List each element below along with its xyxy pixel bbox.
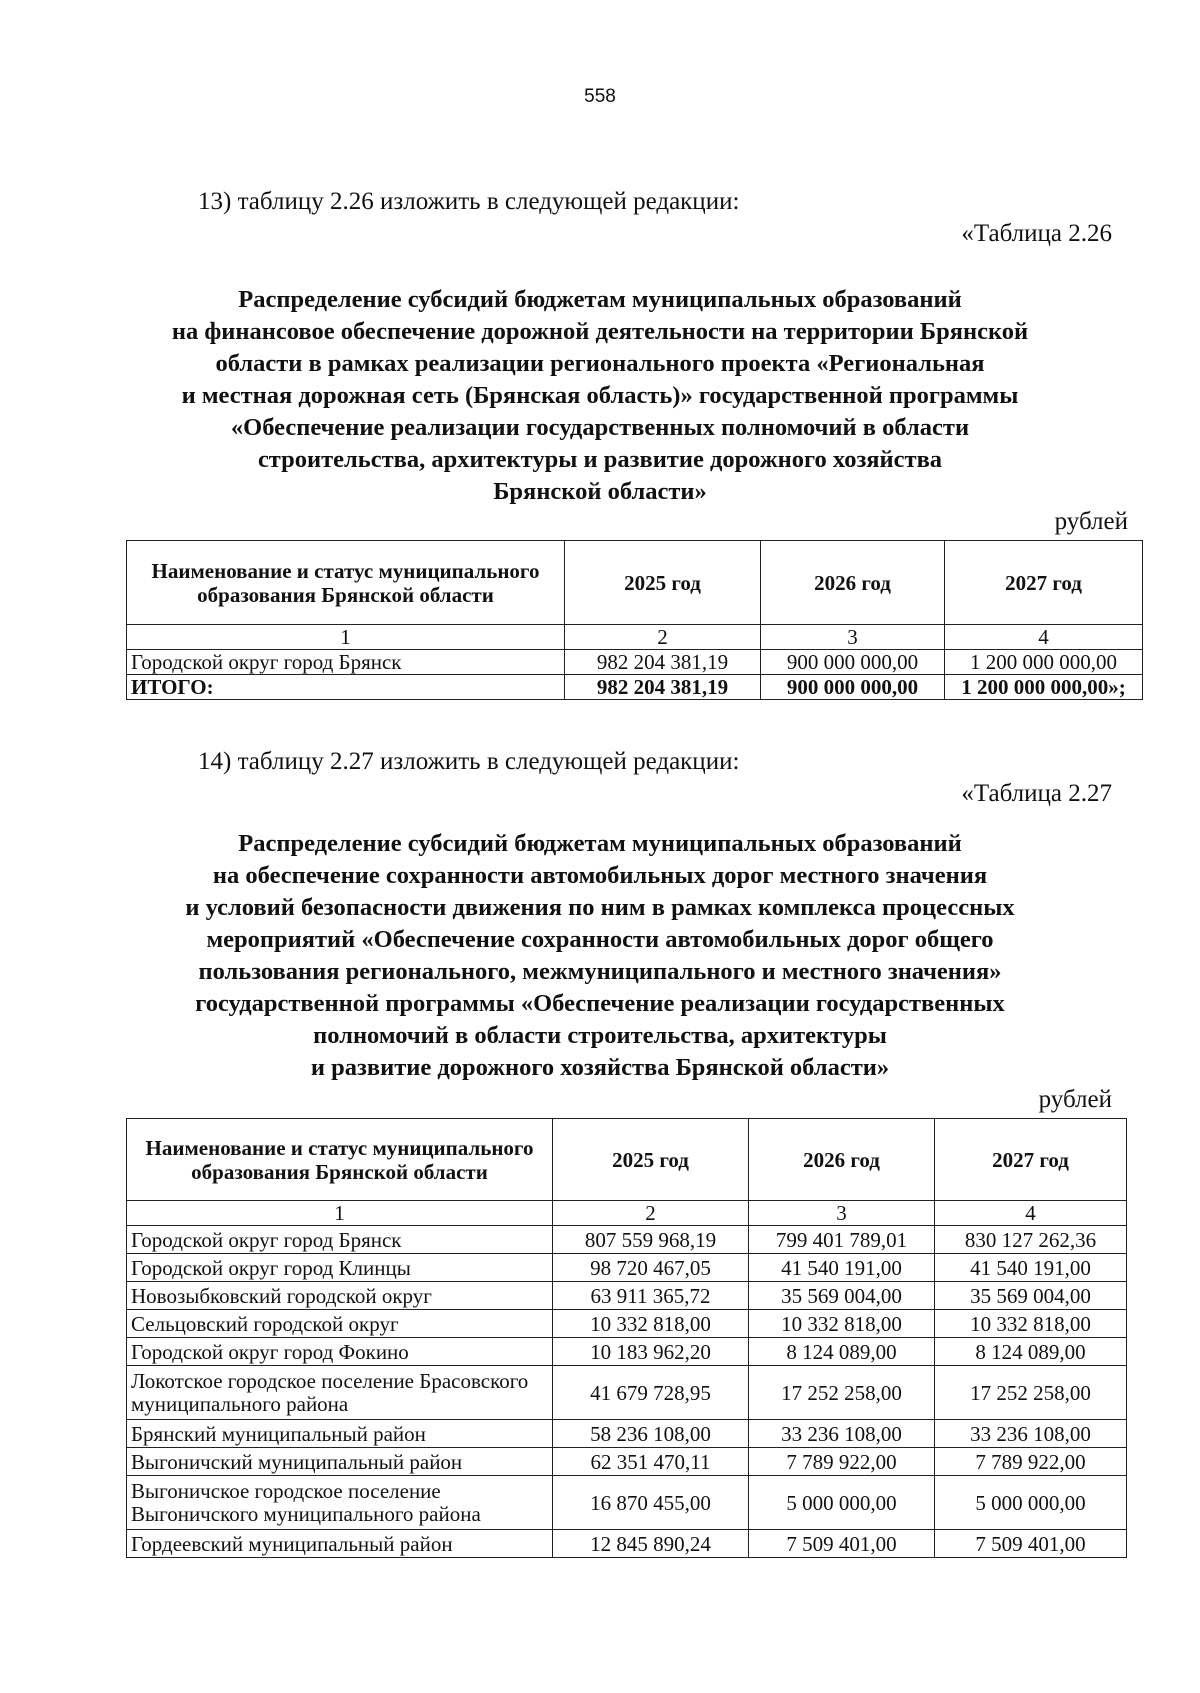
- col-number: 2: [553, 1201, 749, 1226]
- row-name: Городской округ город Брянск: [127, 650, 565, 675]
- row-2026: 7 509 401,00: [749, 1530, 935, 1558]
- row-name: Выгоничский муниципальный район: [127, 1448, 553, 1476]
- row-name: Новозыбковский городской округ: [127, 1282, 553, 1310]
- row-2026: 5 000 000,00: [749, 1476, 935, 1530]
- row-name: Городской округ город Брянск: [127, 1226, 553, 1254]
- header-2027: 2027 год: [935, 1119, 1127, 1201]
- row-2027: 7 789 922,00: [935, 1448, 1127, 1476]
- title-line: на финансовое обеспечение дорожной деятельности на территории Брянской: [171, 318, 1029, 345]
- table-row: [127, 650, 1143, 675]
- row-2027: 1 200 000 000,00: [945, 650, 1143, 675]
- row-2027: 5 000 000,00: [935, 1476, 1127, 1530]
- row-2025: 12 845 890,24: [553, 1530, 749, 1558]
- row-2026: 900 000 000,00: [761, 650, 945, 675]
- column-number-row: [127, 625, 1143, 650]
- title-line: Брянской области»: [493, 478, 707, 505]
- total-2025: 982 204 381,19: [565, 675, 761, 700]
- section14-table-ref: «Таблица 2.27: [961, 780, 1112, 807]
- row-2027: 10 332 818,00: [935, 1310, 1127, 1338]
- title-line: Распределение субсидий бюджетам муниципальных образований: [238, 286, 962, 313]
- table-2-26: [126, 540, 1143, 700]
- table-2-27: [126, 1118, 1127, 1558]
- title-line: и развитие дорожного хозяйства Брянской области»: [310, 1054, 890, 1081]
- row-2025: 98 720 467,05: [553, 1254, 749, 1282]
- row-2026: 33 236 108,00: [749, 1420, 935, 1448]
- row-2025: 807 559 968,19: [553, 1226, 749, 1254]
- section13-table-ref: «Таблица 2.26: [961, 220, 1112, 247]
- title-line: на обеспечение сохранности автомобильных дорог местного значения: [212, 862, 988, 889]
- table-row: [127, 1338, 1127, 1366]
- title-line: и местная дорожная сеть (Брянская область)» государственной программы: [181, 382, 1019, 409]
- table-row: [127, 1448, 1127, 1476]
- section14-instruction: 14) таблицу 2.27 изложить в следующей редакции:: [198, 748, 740, 775]
- row-2027: 17 252 258,00: [935, 1366, 1127, 1420]
- table-header-row: [127, 541, 1143, 625]
- total-2027: 1 200 000 000,00»;: [945, 675, 1143, 700]
- row-name: Выгоничское городское поселение Выгоничского муниципального района: [127, 1476, 553, 1530]
- title-line: области в рамках реализации регионального проекта «Региональная: [215, 350, 985, 377]
- section13-title: [110, 284, 1090, 508]
- row-2026: 35 569 004,00: [749, 1282, 935, 1310]
- section14-unit: рублей: [1038, 1086, 1112, 1113]
- row-name: Городской округ город Клинцы: [127, 1254, 553, 1282]
- row-2027: 41 540 191,00: [935, 1254, 1127, 1282]
- row-2026: 17 252 258,00: [749, 1366, 935, 1420]
- row-name: Локотское городское поселение Брасовского муниципального района: [127, 1366, 553, 1420]
- row-2026: 7 789 922,00: [749, 1448, 935, 1476]
- section13-unit: рублей: [1054, 508, 1128, 535]
- col-number: 2: [565, 625, 761, 650]
- row-2025: 58 236 108,00: [553, 1420, 749, 1448]
- row-2026: 8 124 089,00: [749, 1338, 935, 1366]
- row-2027: 830 127 262,36: [935, 1226, 1127, 1254]
- row-2025: 63 911 365,72: [553, 1282, 749, 1310]
- title-line: полномочий в области строительства, архитектуры: [313, 1022, 887, 1049]
- title-line: государственной программы «Обеспечение реализации государственных: [195, 990, 1005, 1017]
- header-name: Наименование и статус муниципального образования Брянской области: [127, 1119, 553, 1201]
- title-line: «Обеспечение реализации государственных полномочий в области: [230, 414, 970, 441]
- table-row: [127, 1530, 1127, 1558]
- table-header-row: [127, 1119, 1127, 1201]
- header-name: Наименование и статус муниципального образования Брянской области: [127, 541, 565, 625]
- row-name: Гордеевский муниципальный район: [127, 1530, 553, 1558]
- row-2026: 41 540 191,00: [749, 1254, 935, 1282]
- table-row: [127, 1226, 1127, 1254]
- row-2027: 35 569 004,00: [935, 1282, 1127, 1310]
- row-name: Брянский муниципальный район: [127, 1420, 553, 1448]
- table-row: [127, 1476, 1127, 1530]
- title-line: и условий безопасности движения по ним в рамках комплекса процессных: [185, 894, 1015, 921]
- row-2025: 41 679 728,95: [553, 1366, 749, 1420]
- title-line: мероприятий «Обеспечение сохранности автомобильных дорог общего: [206, 926, 994, 953]
- header-2025: 2025 год: [553, 1119, 749, 1201]
- row-2025: 62 351 470,11: [553, 1448, 749, 1476]
- header-2025: 2025 год: [565, 541, 761, 625]
- header-2026: 2026 год: [761, 541, 945, 625]
- row-name: Сельцовский городской округ: [127, 1310, 553, 1338]
- table-row: [127, 1282, 1127, 1310]
- title-line: пользования регионального, межмуниципального и местного значения»: [198, 958, 1002, 985]
- table-row: [127, 1366, 1127, 1420]
- row-2025: 10 332 818,00: [553, 1310, 749, 1338]
- col-number: 4: [945, 625, 1143, 650]
- total-label: ИТОГО:: [127, 675, 565, 700]
- page-number: 558: [584, 86, 616, 107]
- header-2026: 2026 год: [749, 1119, 935, 1201]
- col-number: 1: [127, 625, 565, 650]
- section14-title: [110, 828, 1090, 1084]
- table-row: [127, 1254, 1127, 1282]
- col-number: 3: [749, 1201, 935, 1226]
- row-2026: 10 332 818,00: [749, 1310, 935, 1338]
- row-name: Городской округ город Фокино: [127, 1338, 553, 1366]
- total-2026: 900 000 000,00: [761, 675, 945, 700]
- row-2027: 7 509 401,00: [935, 1530, 1127, 1558]
- col-number: 3: [761, 625, 945, 650]
- row-2025: 982 204 381,19: [565, 650, 761, 675]
- title-line: строительства, архитектуры и развитие дорожного хозяйства: [257, 446, 943, 473]
- col-number: 1: [127, 1201, 553, 1226]
- column-number-row: [127, 1201, 1127, 1226]
- row-2027: 8 124 089,00: [935, 1338, 1127, 1366]
- col-number: 4: [935, 1201, 1127, 1226]
- header-2027: 2027 год: [945, 541, 1143, 625]
- total-row: [127, 675, 1143, 700]
- row-2027: 33 236 108,00: [935, 1420, 1127, 1448]
- table-row: [127, 1420, 1127, 1448]
- title-line: Распределение субсидий бюджетам муниципальных образований: [238, 830, 962, 857]
- table-row: [127, 1310, 1127, 1338]
- row-2025: 10 183 962,20: [553, 1338, 749, 1366]
- section13-instruction: 13) таблицу 2.26 изложить в следующей редакции:: [198, 188, 740, 215]
- row-2025: 16 870 455,00: [553, 1476, 749, 1530]
- row-2026: 799 401 789,01: [749, 1226, 935, 1254]
